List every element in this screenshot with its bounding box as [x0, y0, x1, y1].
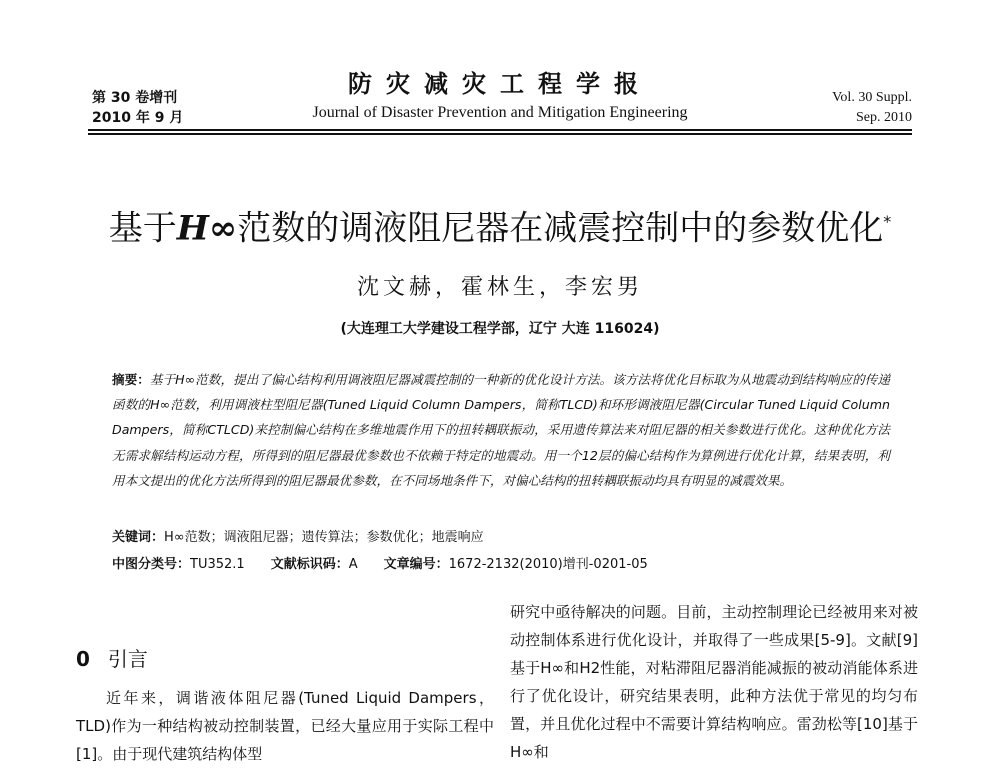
- journal-title-en: Journal of Disaster Prevention and Mitigation Engineering: [312, 104, 688, 121]
- right-paragraph: 研究中亟待解决的问题。目前，主动控制理论已经被用来对被动控制体系进行优化设计，并取得了一些成果[5-9]。文献[9]基于H∞和H2性能，对粘滞阻尼器消能减振的被动消能体系进行了优化设计，研究结果表明，此种方法优于常见的均匀布置，并且优化过程中不需要计算结构响应。雷劲松等[10]基于H∞和: [510, 603, 918, 761]
- abstract-label: 摘要：: [112, 372, 150, 387]
- date-en-label: Sep. 2010: [856, 110, 912, 125]
- body-right-column: [510, 598, 918, 766]
- date-label: 2010 年 9 月: [92, 110, 184, 126]
- keywords: [112, 526, 484, 545]
- header-rule-top: [88, 129, 912, 131]
- doc-code-label: 文献标识码：: [270, 557, 349, 572]
- doc-code-value: A: [348, 557, 358, 572]
- journal-issue-info: [92, 88, 183, 128]
- header-rule-bottom: [88, 133, 912, 135]
- body-left-column: [76, 684, 494, 768]
- title-footnote-mark: *: [883, 212, 892, 231]
- section-title: 引言: [107, 647, 148, 671]
- volume-label: 第 30 卷增刊: [92, 90, 178, 106]
- clc-label: 中图分类号：: [112, 557, 191, 572]
- section-heading: [76, 643, 148, 672]
- article-number-label: 文章编号：: [383, 557, 449, 572]
- title-suffix: 范数的调液阻尼器在减震控制中的参数优化: [237, 208, 884, 249]
- paper-affiliation: (大连理工大学建设工程学部，辽宁 大连 116024): [340, 321, 660, 337]
- clc-value: TU352.1: [190, 557, 245, 572]
- journal-volume-en: [832, 88, 912, 128]
- keywords-label: 关键词：: [112, 530, 165, 545]
- title-prefix: 基于: [108, 208, 177, 249]
- abstract: [112, 367, 890, 493]
- title-h-infinity: H∞: [176, 208, 238, 249]
- journal-title-cn: 防灾减灾工程学报: [348, 70, 652, 98]
- paper-authors: 沈文赫，霍林生，李宏男: [356, 275, 643, 300]
- left-paragraph: 近年来，调谐液体阻尼器(Tuned Liquid Dampers，TLD)作为一种结构被动控制装置，已经大量应用于实际工程中[1]。由于现代建筑结构体型: [76, 689, 494, 763]
- section-number: 0: [76, 647, 90, 671]
- journal-title-block: [250, 70, 750, 122]
- abstract-text: 基于H∞范数，提出了偏心结构利用调液阻尼器减震控制的一种新的优化设计方法。该方法将优化目标取为从地震动到结构响应的传递函数的H∞范数，利用调液柱型阻尼器(Tuned Liquid Column Dampers，简称TLCD)和环形调液阻尼器(Circular Tuned Liquid Column Dampers，简称CTLCD)来控制偏心结构在多维地震作用下的扭转耦联振动，采用遗传算法来对阻尼器的相关参数进行优化。这种优化方法无需求解结构运动方程，所得到的阻尼器最优参数也不依赖于特定的地震动。用一个12层的偏心结构作为算例进行优化计算，结果表明，利用本文提出的优化方法所得到的阻尼器最优参数，在不同场地条件下，对偏心结构的扭转耦联振动均具有明显的减震效果。: [112, 372, 890, 488]
- article-number-value: 1672-2132(2010)增刊-0201-05: [448, 557, 648, 572]
- classification-line: [112, 553, 648, 572]
- paper-title: [60, 200, 940, 250]
- volume-en-label: Vol. 30 Suppl.: [832, 90, 912, 105]
- keywords-text: H∞范数；调液阻尼器；遗传算法；参数优化；地震响应: [164, 530, 484, 545]
